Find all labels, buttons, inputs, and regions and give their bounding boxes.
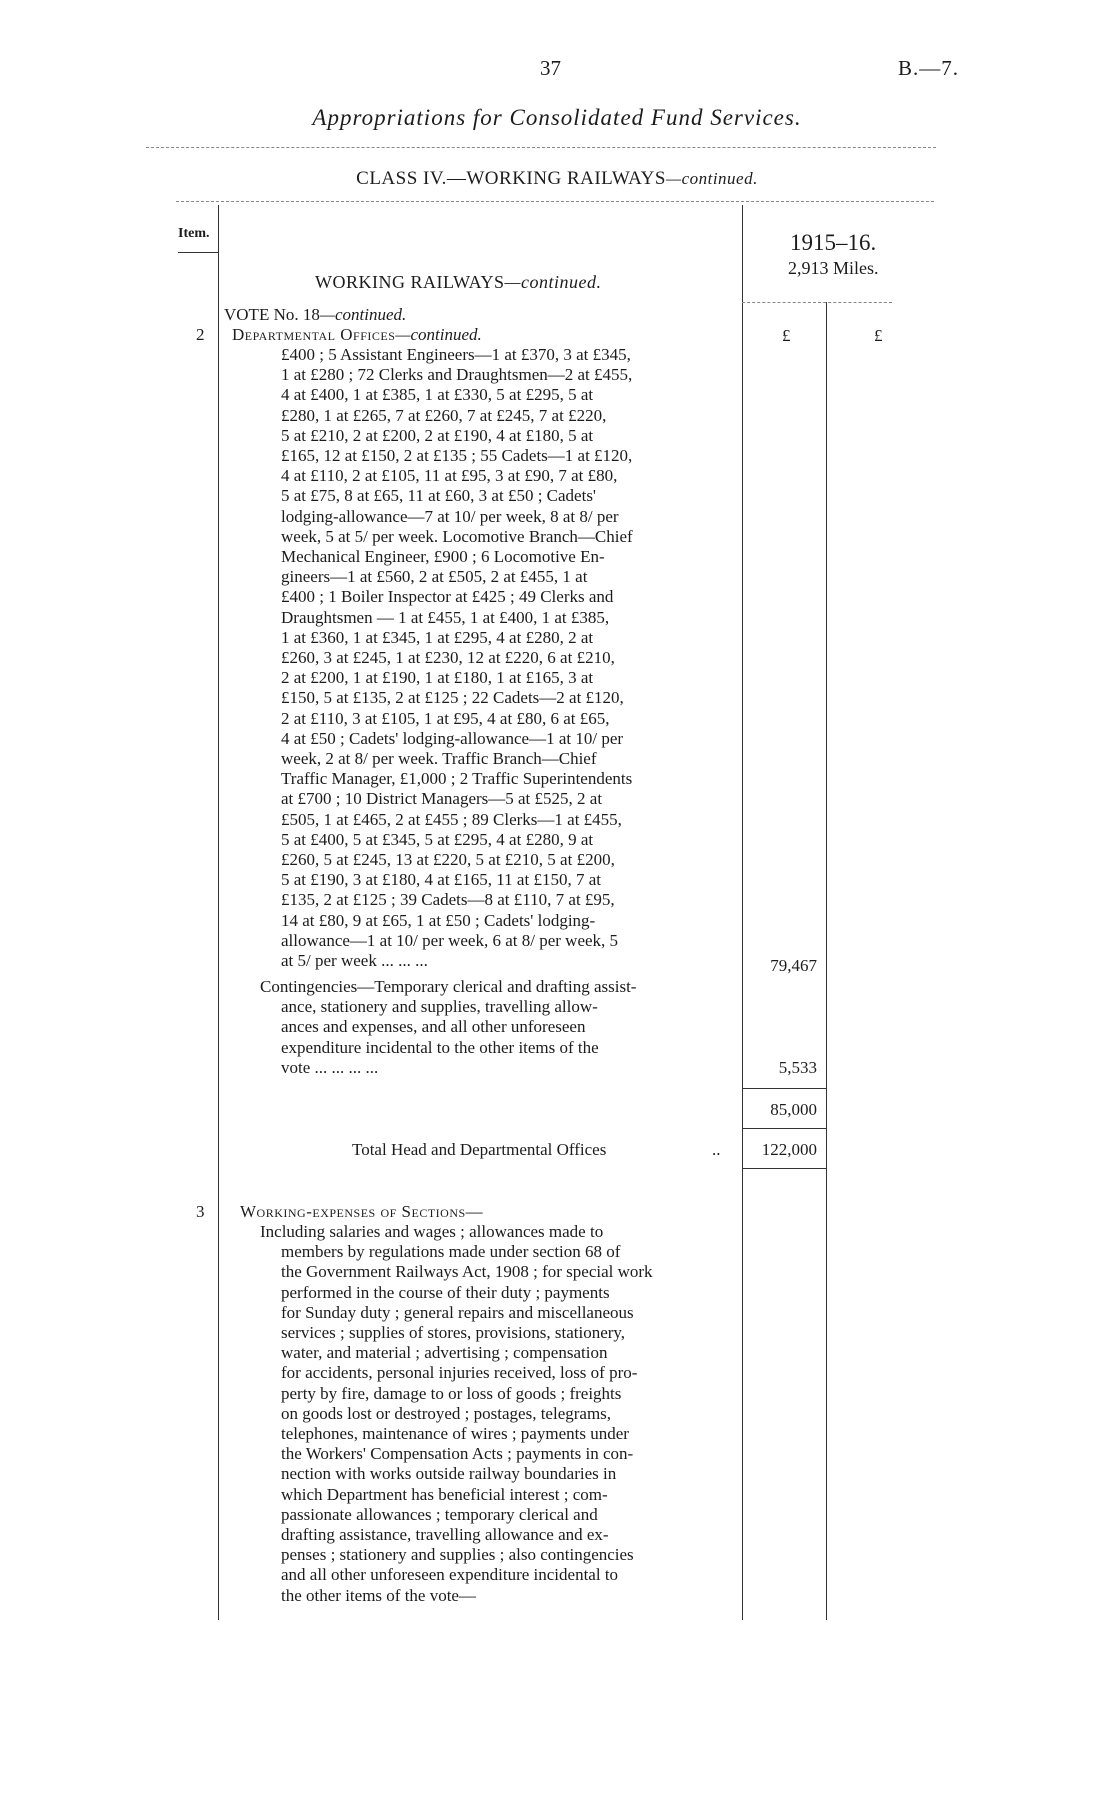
item-column-rule (218, 205, 219, 1620)
pound-sign-column-2: £ (874, 326, 883, 345)
text-line: nection with works outside railway boundaries in (281, 1464, 617, 1484)
text-line: at 5/ per week ... ... ... (281, 951, 428, 971)
item-2-heading (232, 325, 482, 345)
text-line: £400 ; 1 Boiler Inspector at £425 ; 49 Clerks and (281, 587, 614, 607)
text-line: the other items of the vote— (281, 1585, 476, 1605)
text-line: expenditure incidental to the other items of the (281, 1037, 599, 1057)
class-heading-text: CLASS IV.—WORKING RAILWAYS (356, 168, 666, 189)
item-header-rule (178, 252, 218, 253)
text-line: 5 at £190, 3 at £180, 4 at £165, 11 at £150, 7 at (281, 870, 601, 890)
text-line: passionate allowances ; temporary clerical and (281, 1504, 598, 1524)
text-line: for accidents, personal injuries received, loss of pro- (281, 1363, 638, 1383)
text-line: £505, 1 at £465, 2 at £455 ; 89 Clerks—1 at £455, (281, 809, 622, 829)
contingencies-amount: 5,533 (778, 1058, 817, 1077)
text-line: 4 at £50 ; Cadets' lodging-allowance—1 at 10/ per (281, 728, 624, 748)
text-line: £150, 5 at £135, 2 at £125 ; 22 Cadets—2 at £120, (281, 688, 624, 708)
section-heading (315, 272, 602, 293)
text-line: which Department has beneficial interest ; com- (281, 1484, 608, 1504)
subtotal-rule-top (742, 1088, 826, 1089)
amount-column-rule-right (826, 302, 827, 1620)
contingencies-text (260, 977, 734, 1078)
amount-column-rule-left (742, 205, 743, 1620)
total-rule (742, 1168, 826, 1169)
text-line: for Sunday duty ; general repairs and miscellaneous (281, 1302, 634, 1322)
title-rule (146, 147, 936, 148)
vote-continued: —continued. (319, 305, 407, 324)
text-line: £165, 12 at £150, 2 at £135 ; 55 Cadets—1 at £120, (281, 446, 633, 466)
text-line: services ; supplies of stores, provisions, stationery, (281, 1323, 626, 1343)
text-line: 1 at £360, 1 at £345, 1 at £295, 4 at £280, 2 at (281, 627, 594, 647)
item-number-3: 3 (196, 1202, 205, 1221)
vote-number: VOTE No. 18 (224, 305, 320, 324)
section-heading-text: WORKING RAILWAYS (315, 272, 505, 292)
text-line: £135, 2 at £125 ; 39 Cadets—8 at £110, 7 at £95, (281, 890, 615, 910)
text-line: 5 at £75, 8 at £65, 11 at £60, 3 at £50 ; Cadets' (281, 486, 596, 506)
total-label: Total Head and Departmental Offices (352, 1140, 607, 1159)
text-line: performed in the course of their duty ; payments (281, 1282, 610, 1302)
class-heading (0, 168, 1114, 190)
text-line: telephones, maintenance of wires ; payments under (281, 1424, 629, 1444)
section-heading-continued: —continued. (504, 272, 602, 292)
text-line: and all other unforeseen expenditure incidental to (281, 1565, 619, 1585)
text-line: £280, 1 at £265, 7 at £260, 7 at £245, 7 at £220, (281, 405, 607, 425)
text-line: 2 at £110, 3 at £105, 1 at £95, 4 at £80, 6 at £65, (281, 708, 610, 728)
text-line: vote ... ... ... ... (281, 1057, 379, 1077)
departmental-salaries-text (281, 345, 734, 971)
text-line: 14 at £80, 9 at £65, 1 at £50 ; Cadets' lodging- (281, 910, 596, 930)
text-line: 4 at £110, 2 at £105, 11 at £95, 3 at £90, 7 at £80, (281, 466, 618, 486)
text-line: ances and expenses, and all other unforeseen (281, 1017, 586, 1037)
text-line: 2 at £200, 1 at £190, 1 at £180, 1 at £165, 3 at (281, 668, 594, 688)
vote-heading (224, 305, 406, 325)
text-line: gineers—1 at £560, 2 at £505, 2 at £455, 1 at (281, 567, 588, 587)
railway-mileage: 2,913 Miles. (788, 258, 879, 278)
text-line: £400 ; 5 Assistant Engineers—1 at £370, 3 at £345, (281, 345, 631, 364)
subtotal-rule-bottom (742, 1128, 826, 1129)
total-leader-dots: .. (712, 1140, 721, 1159)
class-heading-continued: —continued. (665, 169, 758, 188)
text-line: lodging-allowance—7 at 10/ per week, 8 at 8/ per (281, 506, 619, 526)
pound-sign-column-1: £ (782, 326, 791, 345)
text-line: drafting assistance, travelling allowance and ex- (281, 1525, 609, 1545)
item-number-2: 2 (196, 325, 205, 344)
text-line: on goods lost or destroyed ; postages, telegrams, (281, 1403, 612, 1423)
text-line: 5 at £400, 5 at £345, 5 at £295, 4 at £280, 9 at (281, 829, 594, 849)
text-line: Mechanical Engineer, £900 ; 6 Locomotive En- (281, 547, 605, 567)
departmental-offices-heading: Departmental Offices (232, 325, 396, 344)
text-line: Traffic Manager, £1,000 ; 2 Traffic Superintendents (281, 769, 633, 789)
text-line: members by regulations made under section 68 of (281, 1242, 621, 1262)
text-line: £260, 5 at £245, 13 at £220, 5 at £210, 5 at £200, (281, 850, 615, 870)
text-line: at £700 ; 10 District Managers—5 at £525, 2 at (281, 789, 603, 809)
text-line: the Workers' Compensation Acts ; payments in con- (281, 1444, 634, 1464)
document-reference: B.—7. (898, 56, 960, 80)
text-line: £260, 3 at £245, 1 at £230, 12 at £220, 6 at £210, (281, 648, 615, 668)
class-rule (176, 201, 934, 202)
page-number: 37 (540, 56, 561, 80)
text-line: Draughtsmen — 1 at £455, 1 at £400, 1 at £385, (281, 607, 610, 627)
text-line: perty by fire, damage to or loss of goods ; freights (281, 1383, 622, 1403)
text-line: penses ; stationery and supplies ; also contingencies (281, 1545, 634, 1565)
text-line: 1 at £280 ; 72 Clerks and Draughtsmen—2 at £455, (281, 365, 633, 385)
text-line: week, 5 at 5/ per week. Locomotive Branch—Chief (281, 526, 633, 546)
departmental-offices-continued: —continued. (395, 325, 482, 344)
working-expenses-heading: Working-expenses of Sections— (240, 1202, 484, 1221)
financial-year: 1915–16. (790, 230, 877, 255)
text-line: ance, stationery and supplies, travelling allow- (281, 997, 598, 1017)
total-amount: 122,000 (761, 1140, 817, 1159)
subtotal-amount: 85,000 (770, 1100, 817, 1119)
year-header-rule (742, 302, 892, 303)
text-line: water, and material ; advertising ; compensation (281, 1343, 608, 1363)
text-line: Contingencies—Temporary clerical and drafting assist- (260, 977, 637, 996)
text-line: allowance—1 at 10/ per week, 6 at 8/ per week, 5 (281, 930, 619, 950)
text-line: 5 at £210, 2 at £200, 2 at £190, 4 at £180, 5 at (281, 425, 594, 445)
salaries-amount: 79,467 (770, 956, 817, 975)
working-expenses-text (260, 1222, 734, 1606)
text-line: Including salaries and wages ; allowances made to (260, 1222, 604, 1241)
text-line: week, 2 at 8/ per week. Traffic Branch—Chief (281, 749, 597, 769)
text-line: the Government Railways Act, 1908 ; for special work (281, 1262, 653, 1282)
page-title: Appropriations for Consolidated Fund Services. (312, 105, 802, 130)
item-column-header: Item. (178, 226, 210, 241)
text-line: 4 at £400, 1 at £385, 1 at £330, 5 at £295, 5 at (281, 385, 594, 405)
